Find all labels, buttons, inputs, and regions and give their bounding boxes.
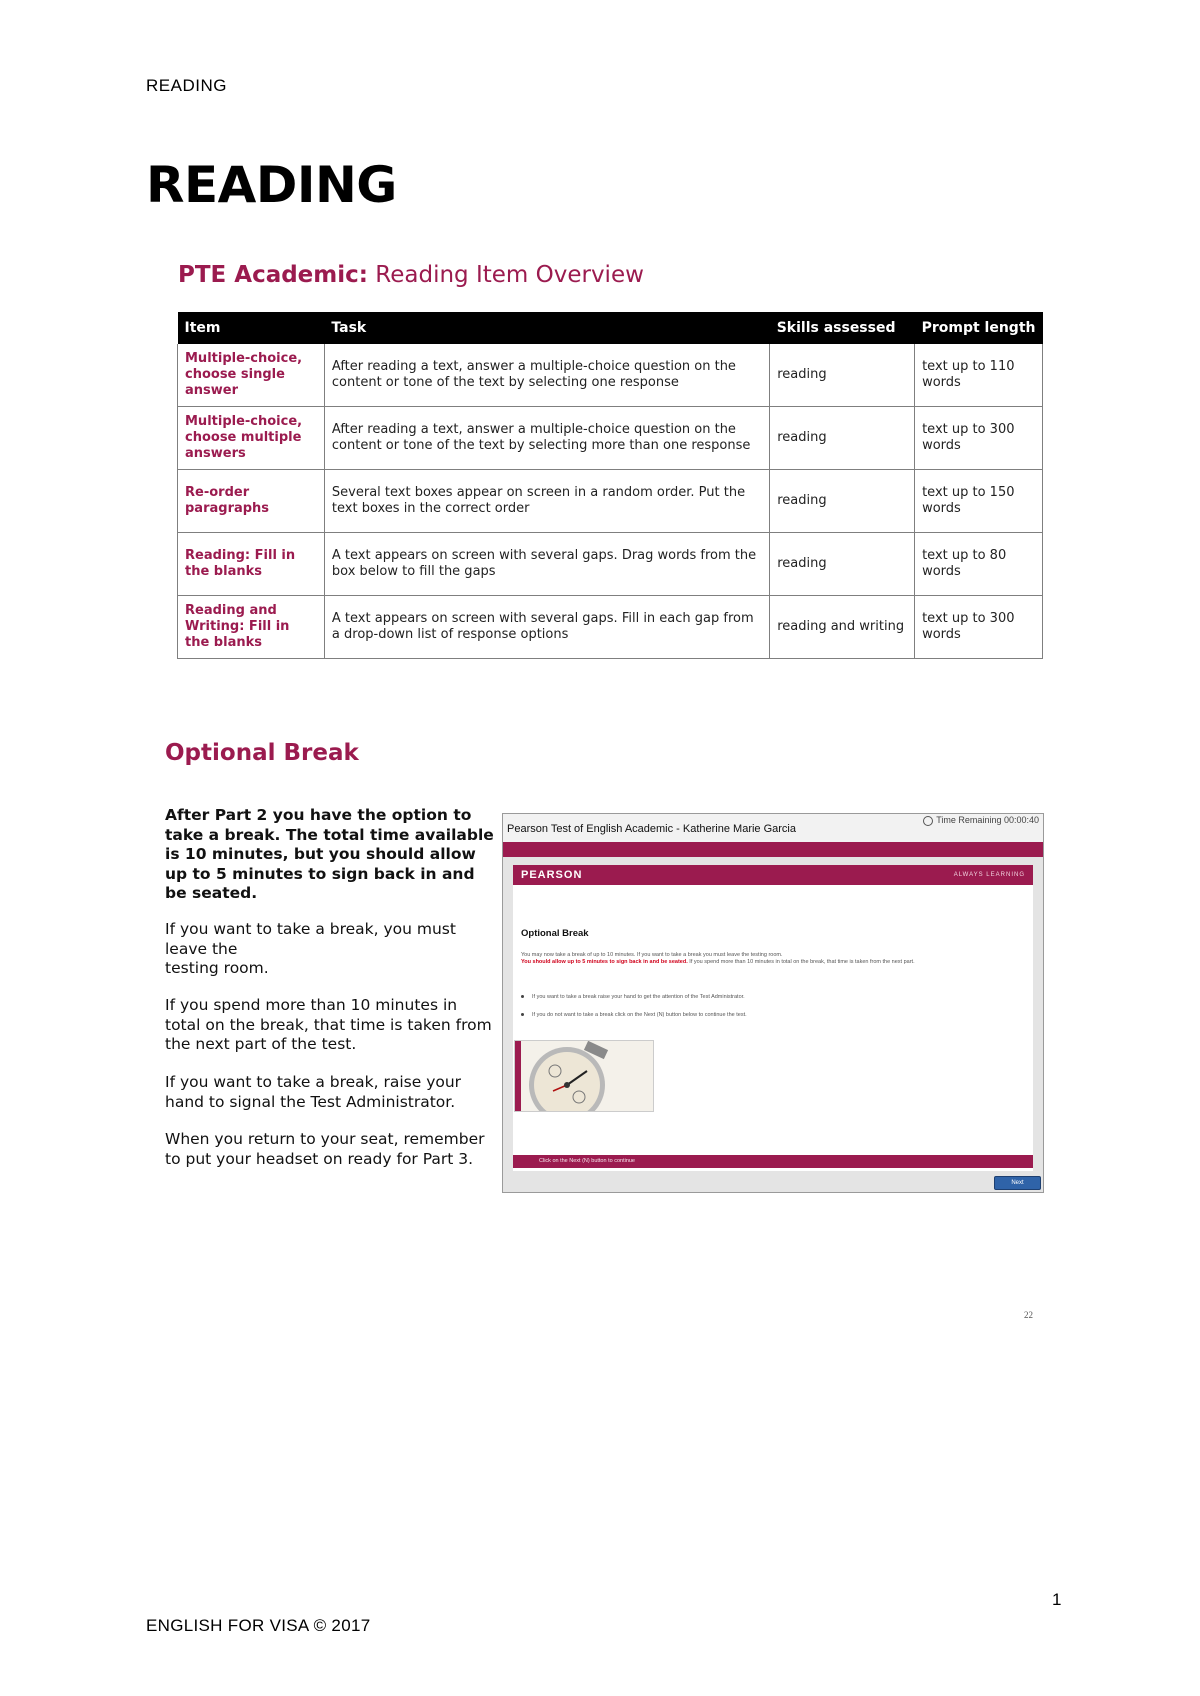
test-timer (923, 815, 1039, 826)
test-window-title: Pearson Test of English Academic - Katherine Marie Garcia (507, 823, 796, 835)
item-cell: Re-order paragraphs (178, 470, 325, 533)
test-footer-hint: Click on the Next (N) button to continue (539, 1158, 635, 1164)
page-title: READING (146, 156, 397, 214)
embedded-page-number: 22 (1024, 1310, 1033, 1320)
test-bullet-text: If you do not want to take a break click on the Next (N) button below to continue the test. (532, 1012, 747, 1018)
test-bullet-text: If you want to take a break raise your hand to get the attention of the Test Administrator. (532, 994, 745, 1000)
length-cell: text up to 150 words (915, 470, 1043, 533)
overview-heading-rest: Reading Item Overview (367, 262, 644, 288)
break-paragraph-line: If you want to take a break, you must leave the (165, 920, 456, 958)
test-warning-text: You should allow up to 5 minutes to sign back in and be seated. (521, 959, 688, 965)
stopwatch-image (514, 1040, 654, 1112)
test-bullet (521, 1012, 1021, 1019)
page-number: 1 (1052, 1590, 1062, 1609)
test-screenshot (502, 813, 1044, 1193)
break-paragraph-signal: If you want to take a break, raise your hand to signal the Test Administrator. (165, 1073, 462, 1111)
length-cell: text up to 300 words (915, 407, 1043, 470)
column-header-task: Task (324, 312, 769, 344)
item-cell: Multiple-choice, choose single answer (178, 344, 325, 407)
test-titlebar (503, 814, 1043, 842)
skills-cell: reading (770, 407, 915, 470)
pearson-logo: PEARSON (521, 869, 583, 881)
test-bullet (521, 994, 1021, 1001)
length-cell: text up to 300 words (915, 596, 1043, 659)
item-cell: Reading: Fill in the blanks (178, 533, 325, 596)
break-paragraph-leave-room (165, 920, 495, 979)
overview-heading-bold: PTE Academic: (178, 262, 368, 288)
skills-cell: reading (770, 344, 915, 407)
column-header-skills: Skills assessed (770, 312, 915, 344)
skills-cell: reading (770, 533, 915, 596)
task-cell: A text appears on screen with several gaps. Fill in each gap from a drop-down list of response options (324, 596, 769, 659)
bullet-icon (521, 1013, 524, 1016)
test-heading: Optional Break (521, 928, 589, 939)
table-header-row (178, 312, 1043, 344)
task-cell: A text appears on screen with several gaps. Drag words from the box below to fill the gaps (324, 533, 769, 596)
table-row (178, 407, 1043, 470)
pearson-tagline: ALWAYS LEARNING (953, 872, 1025, 878)
test-instruction-line (521, 959, 1021, 966)
column-header-length: Prompt length (915, 312, 1043, 344)
length-cell: text up to 110 words (915, 344, 1043, 407)
skills-cell: reading (770, 470, 915, 533)
task-cell: Several text boxes appear on screen in a random order. Put the text boxes in the correct order (324, 470, 769, 533)
table-row (178, 344, 1043, 407)
page-footer: ENGLISH FOR VISA © 2017 (146, 1616, 371, 1635)
length-cell: text up to 80 words (915, 533, 1043, 596)
pearson-band (513, 865, 1033, 885)
break-paragraph-line: testing room. (165, 959, 269, 977)
test-top-band (503, 842, 1043, 857)
skills-cell: reading and writing (770, 596, 915, 659)
next-button[interactable]: Next (994, 1176, 1041, 1190)
overview-heading (178, 262, 644, 288)
stopwatch-accent-bar (515, 1041, 521, 1111)
task-cell: After reading a text, answer a multiple-choice question on the content or tone of the text by selecting more than one response (324, 407, 769, 470)
clock-icon (923, 816, 933, 826)
break-paragraph-headset: When you return to your seat, remember to put your headset on ready for Part 3. (165, 1130, 485, 1168)
break-paragraph-time-limit: If you spend more than 10 minutes in total on the break, that time is taken from the next part of the test. (165, 996, 492, 1053)
item-cell: Reading and Writing: Fill in the blanks (178, 596, 325, 659)
test-instruction-rest: If you spend more than 10 minutes in total on the break, that time is taken from the next part. (687, 959, 915, 965)
column-header-item: Item (178, 312, 325, 344)
item-cell: Multiple-choice, choose multiple answers (178, 407, 325, 470)
optional-break-heading: Optional Break (165, 740, 359, 766)
test-instruction-line: You may now take a break of up to 10 minutes. If you want to take a break you must leave the testing room. (521, 952, 783, 958)
timer-text: Time Remaining 00:00:40 (936, 815, 1039, 825)
test-content-panel (513, 865, 1033, 1171)
bullet-icon (521, 995, 524, 998)
table-row (178, 596, 1043, 659)
reading-items-table (177, 312, 1043, 659)
running-header: READING (146, 76, 227, 95)
table-row (178, 470, 1043, 533)
table-row (178, 533, 1043, 596)
break-intro: After Part 2 you have the option to take a break. The total time available is 10 minutes, but you should allow up to 5 minutes to sign back in and be seated. (165, 806, 494, 902)
task-cell: After reading a text, answer a multiple-choice question on the content or tone of the text by selecting one response (324, 344, 769, 407)
stopwatch-icon (515, 1041, 653, 1111)
